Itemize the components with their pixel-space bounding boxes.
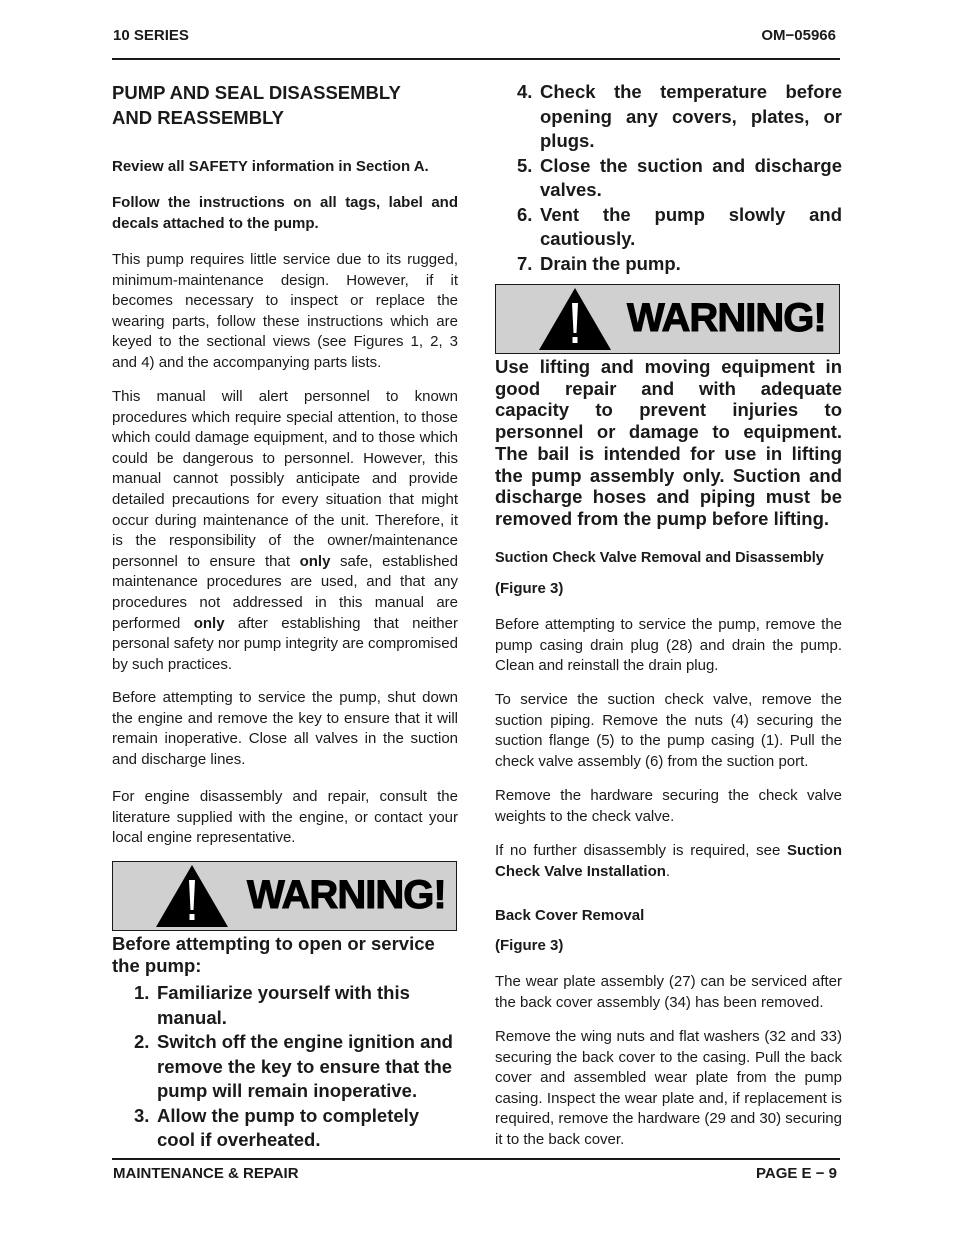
- header-series: 10 SERIES: [113, 27, 189, 44]
- step-number: 2.: [134, 1031, 150, 1052]
- warning-step: [517, 154, 842, 203]
- p2-part-b: safe, established maintenance procedures are used, and that any procedures not addressed in this manual are performed: [112, 552, 458, 632]
- paragraph-wear-plate: The wear plate assembly (27) can be serviced after the back cover assembly (34) has been removed.: [495, 973, 842, 1011]
- warning-step: [134, 1030, 458, 1104]
- p2-part-c: after establishing that neither personal safety nor pump integrity are compromised by such practices.: [112, 614, 458, 673]
- step-text: Switch off the engine ignition and remove the key to ensure that the pump will remain inoperative.: [157, 1031, 453, 1101]
- warning-intro: Before attempting to open or service the pump:: [112, 933, 435, 976]
- p2-part-a: This manual will alert personnel to known procedures which require special attention, to those which could damage equipment, and to those which could be dangerous to personnel. However, this manual cannot possibly anticipate and provide detailed precautions for every situation that might occur during maintenance of the unit. Therefore, it is the responsibility of the owner/maintenance personnel to ensure that: [112, 388, 458, 570]
- suction-check-valve-heading: Suction Check Valve Removal and Disassembly: [495, 550, 824, 566]
- footer-section: MAINTENANCE & REPAIR: [113, 1165, 299, 1182]
- paragraph-shut-down-engine: Before attempting to service the pump, shut down the engine and remove the key to ensure that it will remain inoperative. Close all valves in the suction and discharge lines.: [112, 689, 458, 768]
- step-text: Allow the pump to completely cool if overheated.: [157, 1104, 420, 1150]
- warning-step: [134, 981, 458, 1030]
- warning-step: [517, 80, 842, 154]
- see-installation-text: If no further disassembly is required, see: [495, 842, 787, 859]
- paragraph-drain-plug: Before attempting to service the pump, remove the pump casing drain plug (28) and drain the pump. Clean and reinstall the drain plug.: [495, 616, 842, 675]
- footer-page-number: PAGE E − 9: [755, 1165, 837, 1182]
- back-cover-heading: Back Cover Removal: [495, 907, 645, 924]
- warning-banner: [112, 861, 457, 931]
- section-title-line2: AND REASSEMBLY: [112, 107, 285, 128]
- warning-label: WARNING!: [627, 296, 826, 340]
- step-text: Familiarize yourself with this manual.: [157, 982, 410, 1028]
- warning-triangle-icon: [538, 287, 612, 351]
- see-installation-period: .: [665, 862, 671, 880]
- warning-step: [134, 1104, 458, 1153]
- header-rule: [112, 58, 840, 60]
- paragraph-check-valve-weights: Remove the hardware securing the check valve weights to the check valve.: [495, 787, 842, 825]
- warning-banner: [495, 284, 840, 354]
- warning-steps-right: [517, 80, 842, 276]
- suction-installation-reference: Suction Check Valve Installation: [495, 842, 842, 880]
- step-text: Close the suction and discharge valves.: [540, 154, 842, 200]
- paragraph-remove-back-cover: Remove the wing nuts and flat washers (32 and 33) securing the back cover to the casing. Pull the back cover and assembled wear plate from the pump casing. Inspect the wear plate and, if replacement is required, remove the hardware (29 and 30) securing it to the back cover.: [495, 1028, 842, 1148]
- step-number: 5.: [517, 154, 533, 176]
- paragraph-engine-literature: For engine disassembly and repair, consult the literature supplied with the engine, or contact your local engine representative.: [112, 788, 458, 847]
- step-number: 6.: [517, 203, 533, 225]
- step-text: Check the temperature before opening any covers, plates, or plugs.: [540, 81, 842, 151]
- step-text: Drain the pump.: [540, 252, 681, 274]
- review-safety-note: Review all SAFETY information in Section A.: [112, 158, 429, 175]
- warning-step: [517, 203, 842, 252]
- footer-rule: [112, 1158, 840, 1160]
- paragraph-suction-piping: To service the suction check valve, remove the suction piping. Remove the nuts (4) securing the suction flange (5) to the pump casing (1). Pull the check valve assembly (6) from the suction port.: [495, 691, 842, 770]
- paragraph-manual-alert: [112, 387, 458, 675]
- p2-only-2: only: [193, 614, 225, 632]
- back-cover-figure-ref: (Figure 3): [495, 937, 564, 954]
- paragraph-service-overview: This pump requires little service due to its rugged, minimum-maintenance design. However, if it becomes necessary to inspect or replace the wearing parts, follow these instructions which are keyed to the sectional views (see Figures 1, 2, 3 and 4) and the accompanying parts lists.: [112, 251, 458, 371]
- warning-label: WARNING!: [247, 873, 446, 917]
- header-doc-number: OM−05966: [761, 27, 836, 44]
- suction-figure-ref: (Figure 3): [495, 580, 564, 597]
- paragraph-see-installation: [495, 841, 842, 882]
- step-number: 4.: [517, 81, 533, 102]
- warning-steps-left: [134, 981, 458, 1153]
- warning-step: [517, 252, 842, 277]
- step-number: 3.: [134, 1104, 150, 1126]
- warning-triangle-icon: [155, 864, 229, 928]
- follow-instructions-note: Follow the instructions on all tags, label and decals attached to the pump.: [112, 194, 458, 232]
- lifting-warning-text: Use lifting and moving equipment in good repair and with adequate capacity to prevent injuries to personnel or damage to equipment. The bail is intended for use in lifting the pump assembly only. Suction and discharge hoses and piping must be removed from the pump before lifting.: [495, 356, 842, 529]
- p2-only-1: only: [299, 552, 331, 570]
- step-number: 7.: [517, 252, 533, 274]
- section-title-line1: PUMP AND SEAL DISASSEMBLY: [112, 82, 401, 103]
- step-number: 1.: [134, 982, 150, 1003]
- step-text: Vent the pump slowly and cautiously.: [540, 203, 842, 249]
- section-title: [112, 80, 458, 130]
